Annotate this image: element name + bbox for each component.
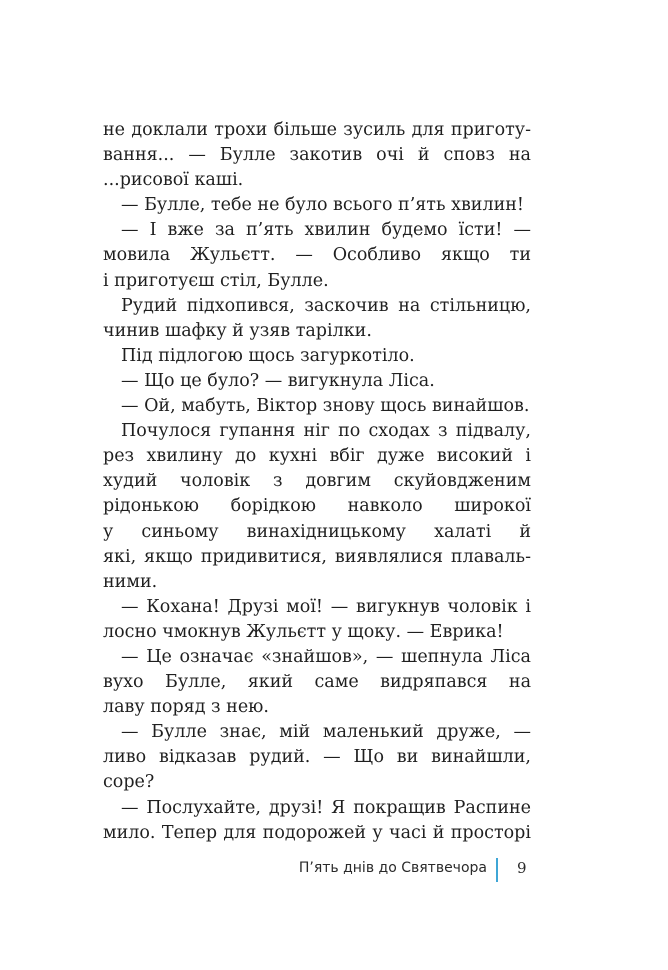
page-footer [0, 858, 668, 882]
text-line: мовила Жульєтт. — Особливо якщо ти [103, 245, 531, 266]
text-line: у синьому винахідницькому халаті й [103, 521, 531, 542]
text-line: ...рисової каші. [103, 170, 244, 191]
text-line: Почулося гупання ніг по сходах з підвалу, [121, 421, 531, 442]
text-line: — Ой, мабуть, Віктор знову щось винайшов. [121, 396, 530, 417]
text-line: соре? [103, 772, 155, 793]
text-line: — Послухайте, друзі! Я покращив Распине [121, 797, 531, 818]
text-line: Під підлогою щось загуркотіло. [121, 345, 415, 366]
text-line: — Булле знає, мій маленький друже, — [121, 722, 531, 743]
text-line: мило. Тепер для подорожей у часі й просторі [103, 822, 531, 843]
footer-divider [496, 858, 498, 882]
text-line: вання... — Булле закотив очі й сповз на [103, 145, 531, 166]
text-line: рез хвилину до кухні вбіг дуже високий і [103, 446, 531, 467]
text-line: вухо Булле, який саме видряпався на [103, 672, 531, 693]
text-line: — Що це було? — вигукнула Ліса. [121, 370, 435, 391]
text-line: чинив шафку й узяв тарілки. [103, 320, 372, 341]
text-line: — Це означає «знайшов», — шепнула Ліса [121, 646, 531, 667]
page-number: 9 [517, 859, 527, 877]
text-line: які, якщо придивитися, виявлялися плаваль- [103, 546, 531, 567]
text-line: ливо відказав рудий. — Що ви винайшли, [103, 747, 531, 768]
text-line: ними. [103, 571, 158, 592]
text-line: не доклали трохи більше зусиль для приготу- [103, 120, 531, 140]
body-text [103, 118, 531, 846]
text-line: лосно чмокнув Жульєтт у щоку. — Еврика! [103, 621, 504, 642]
text-line: — Булле, тебе не було всього п’ять хвилин! [121, 195, 524, 216]
running-title: П’ять днів до Святвечора [298, 860, 487, 876]
text-line: худий чоловік з довгим скуйовдженим [103, 471, 531, 492]
text-line: лаву поряд з нею. [103, 697, 269, 718]
text-line: Рудий підхопився, заскочив на стільницю, [121, 295, 531, 316]
text-line: — І вже за п’ять хвилин будемо їсти! — [121, 220, 531, 241]
text-line: і приготуєш стіл, Булле. [103, 270, 329, 291]
text-line: рідонькою борідкою навколо широкої [103, 496, 531, 517]
text-line: — Кохана! Друзі мої! — вигукнув чоловік і [121, 596, 531, 617]
